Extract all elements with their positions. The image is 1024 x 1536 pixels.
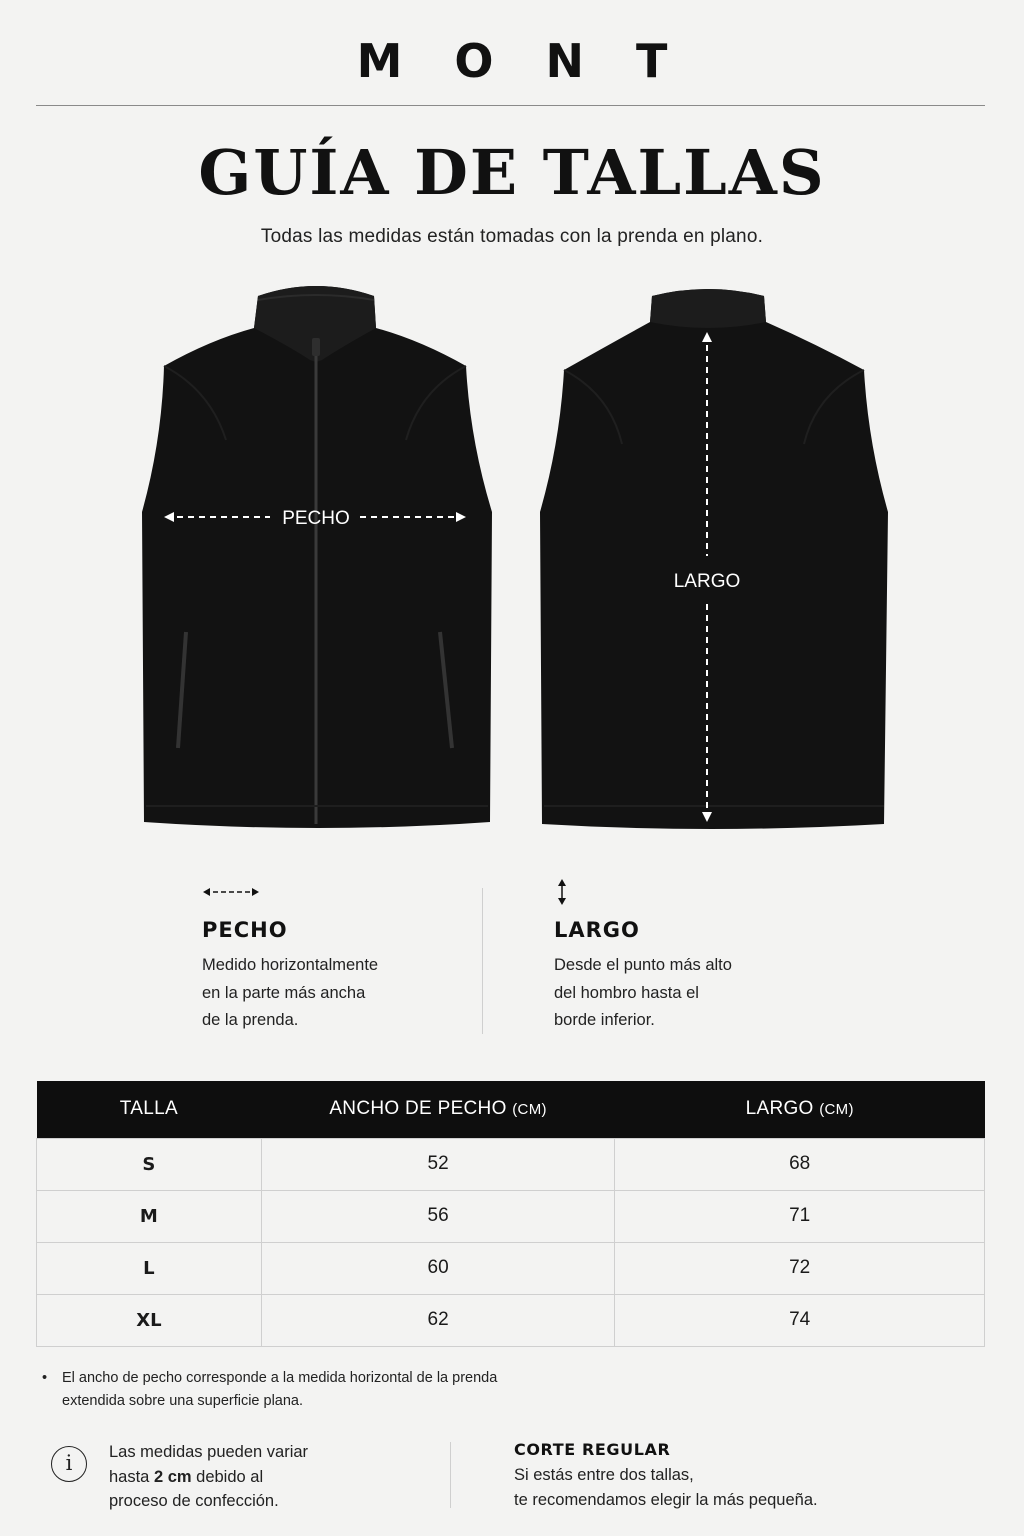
note-bullet: • [42, 1370, 48, 1386]
tolerance-line-1: Las medidas pueden variar [109, 1443, 309, 1461]
measurement-note [42, 1367, 642, 1413]
table-header-row [37, 1081, 985, 1138]
length-text: Desde el punto más alto del hombro hasta el borde inferior. [554, 956, 732, 1029]
header-divider [36, 105, 985, 106]
size-cell: M [37, 1190, 262, 1242]
info-icon: i [51, 1446, 87, 1482]
fit-text: Si estás entre dos tallas, te recomendamos elegir la más pequeña. [514, 1466, 818, 1509]
vertical-arrow-icon [554, 878, 804, 906]
page-title: GUÍA DE TALLAS [198, 136, 826, 209]
size-cell: XL [37, 1294, 262, 1346]
note-text: El ancho de pecho corresponde a la medida horizontal de la prenda extendida sobre una superficie plana. [62, 1370, 498, 1409]
chest-cell: 62 [261, 1294, 615, 1346]
table-row [37, 1294, 985, 1346]
length-cell: 68 [615, 1138, 985, 1190]
header-length: LARGO (CM) [615, 1081, 985, 1138]
vest-back-image [540, 289, 888, 829]
chest-cell: 52 [261, 1138, 615, 1190]
tolerance-line-2: hasta 2 cm debido al [109, 1467, 264, 1486]
table-row [37, 1242, 985, 1294]
length-cell: 71 [615, 1190, 985, 1242]
vest-front-image [142, 286, 492, 828]
chest-description [202, 878, 452, 1035]
length-description [554, 878, 804, 1035]
page-subtitle: Todas las medidas están tomadas con la prenda en plano. [260, 226, 764, 247]
brand-logo: MONT [356, 34, 720, 88]
chest-cell: 60 [261, 1242, 615, 1294]
horizontal-arrow-icon [202, 878, 452, 906]
length-cell: 72 [615, 1242, 985, 1294]
fit-recommendation [514, 1440, 974, 1512]
header-size: TALLA [37, 1081, 262, 1138]
header-chest: ANCHO DE PECHO (CM) [261, 1081, 615, 1138]
tolerance-value: 2 cm [153, 1467, 192, 1486]
length-diagram-label: LARGO [673, 571, 741, 592]
chest-text: Medido horizontalmente en la parte más ancha de la prenda. [202, 956, 379, 1029]
vest-diagram [0, 270, 1024, 840]
size-cell: S [37, 1138, 262, 1190]
length-cell: 74 [615, 1294, 985, 1346]
table-row [37, 1190, 985, 1242]
tolerance-note [109, 1440, 409, 1514]
chest-title: PECHO [202, 918, 288, 942]
tolerance-line-3: proceso de confección. [109, 1492, 279, 1510]
fit-title: CORTE REGULAR [514, 1440, 671, 1459]
table-row [37, 1138, 985, 1190]
size-cell: L [37, 1242, 262, 1294]
length-title: LARGO [554, 918, 640, 942]
footer-divider [450, 1442, 451, 1508]
description-divider [482, 888, 483, 1034]
chest-cell: 56 [261, 1190, 615, 1242]
chest-diagram-label: PECHO [282, 508, 350, 529]
size-table [36, 1081, 985, 1347]
